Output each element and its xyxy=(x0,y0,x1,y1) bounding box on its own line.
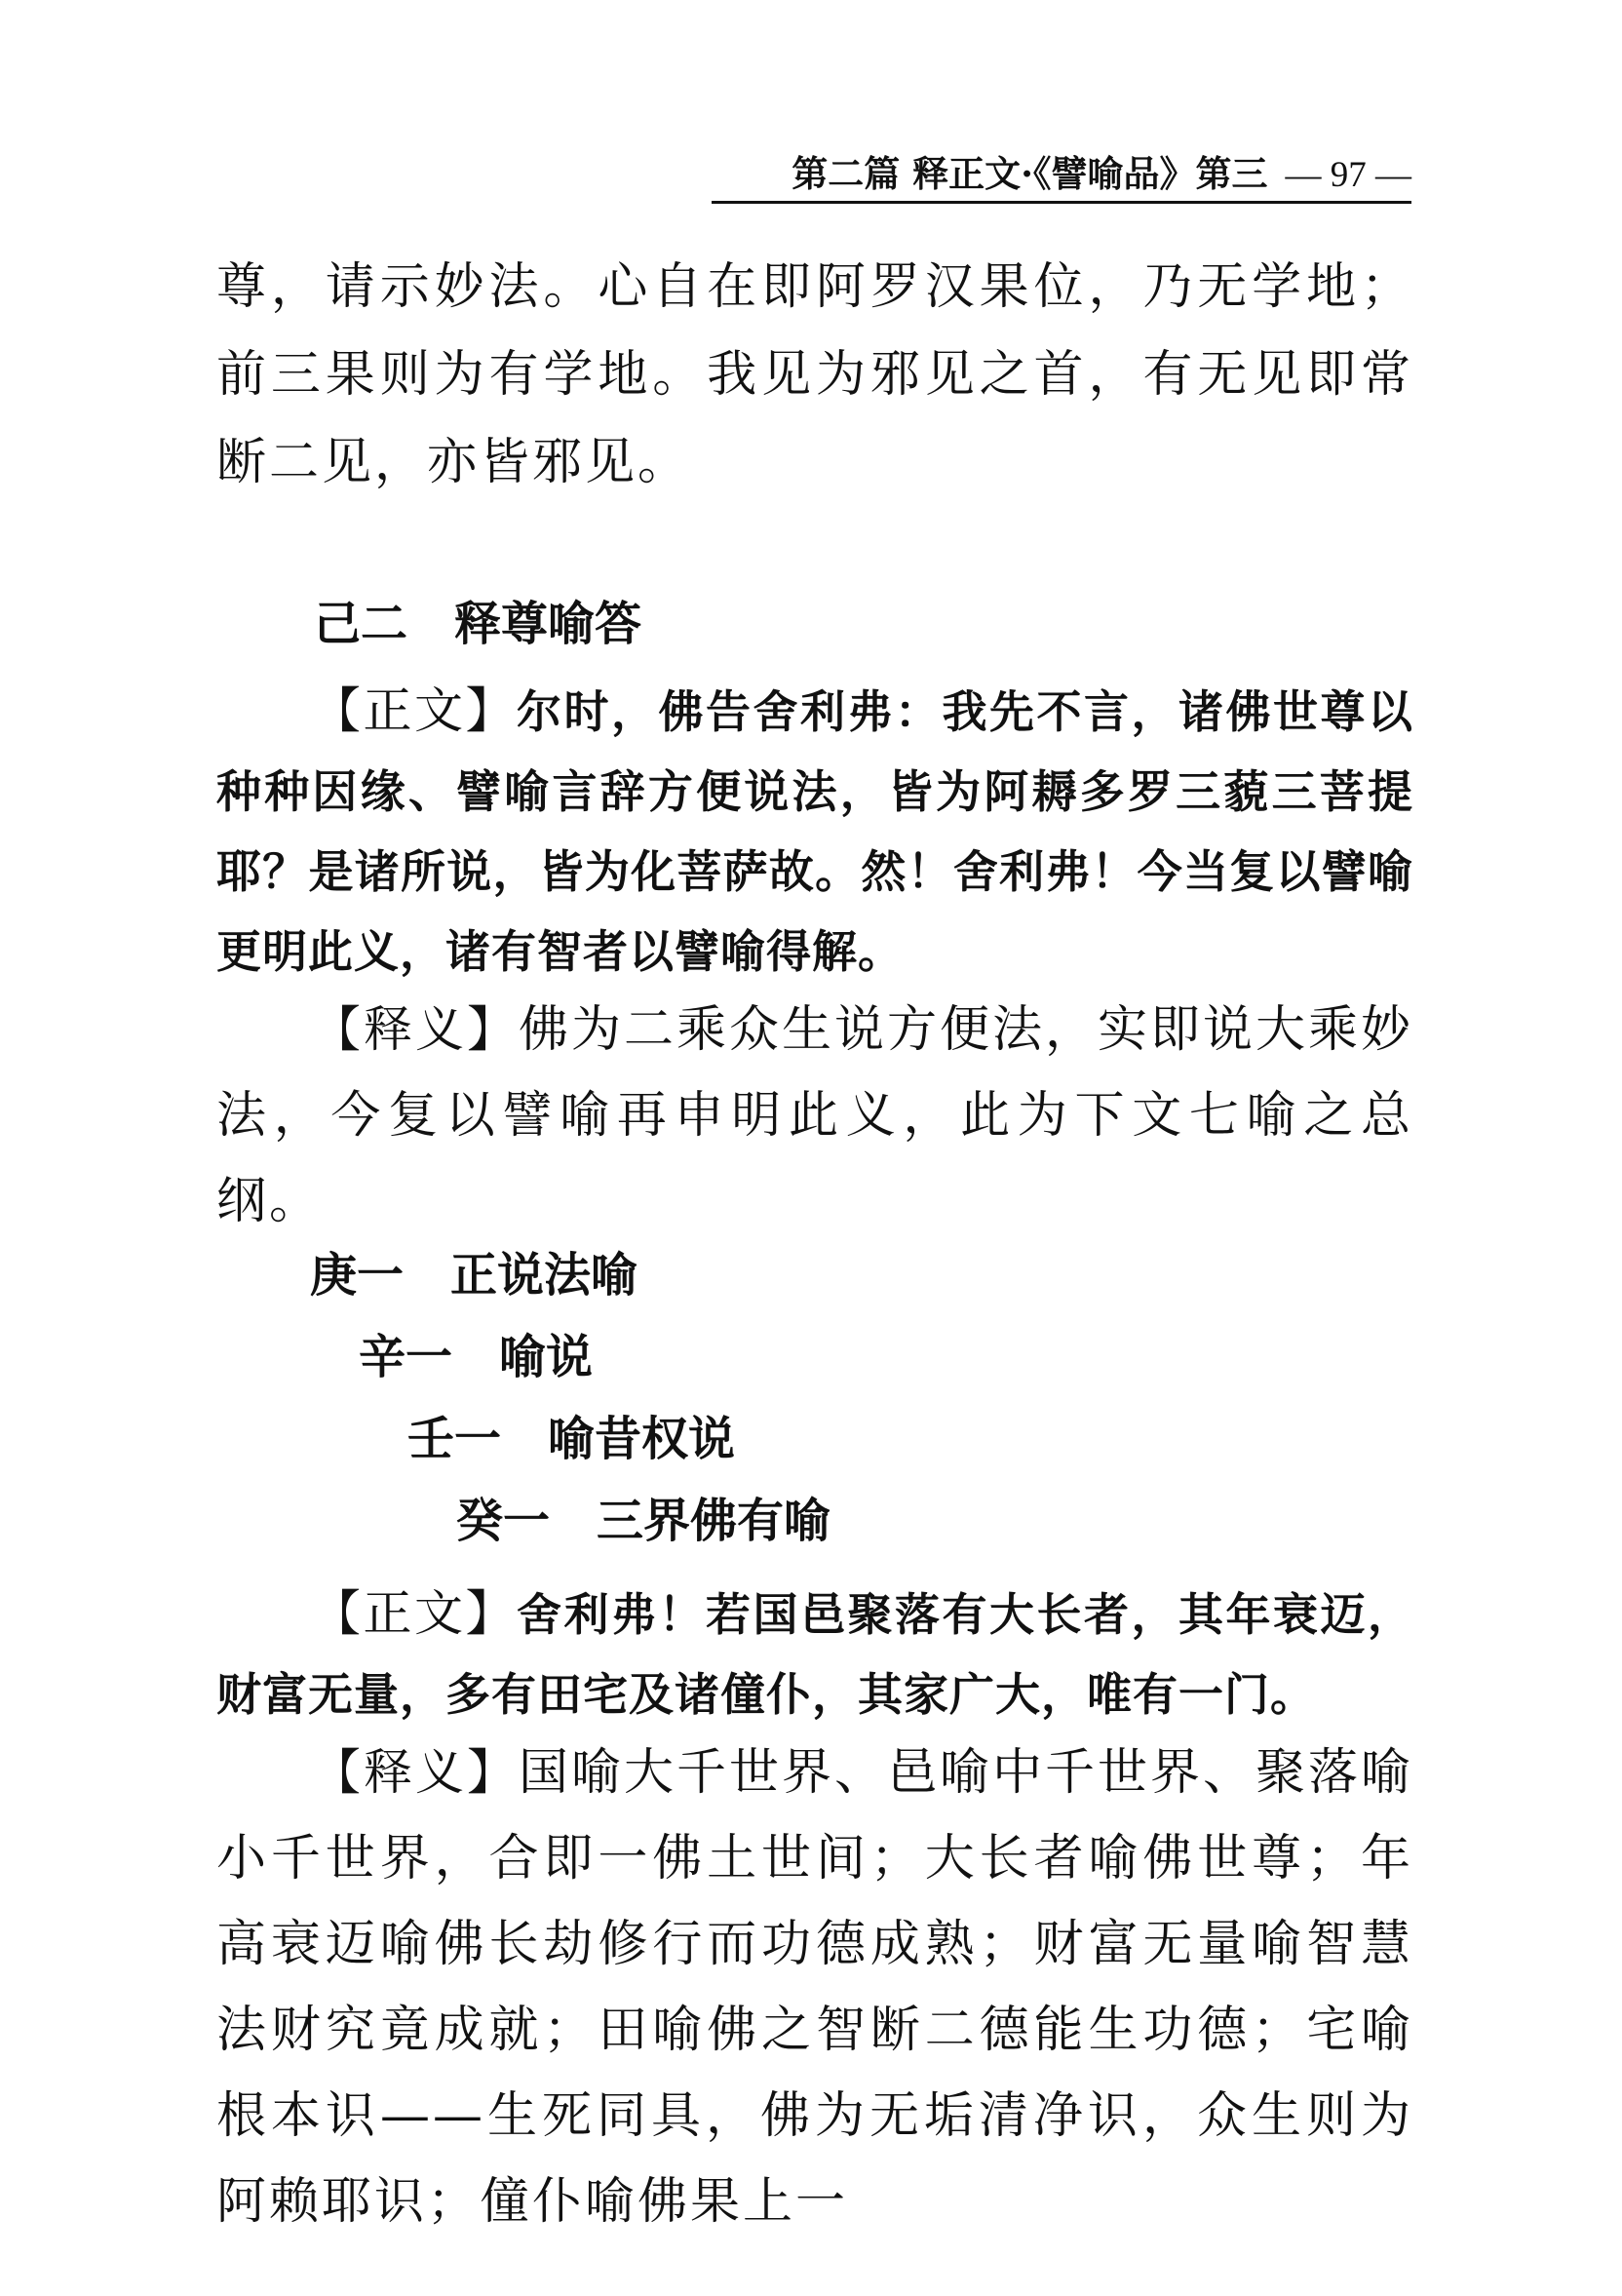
heading-number: 辛一 xyxy=(359,1330,453,1384)
heading-title: 喻说 xyxy=(499,1330,594,1384)
section-heading-ji2 xyxy=(314,595,641,653)
zhengwen-tag: 【正文】 xyxy=(312,1585,517,1642)
heading-title: 三界佛有喻 xyxy=(597,1494,831,1548)
outline-heading-ren1 xyxy=(407,1410,735,1468)
zhengwen-text: 舍利弗！若国邑聚落有大长者，其年衰迈，财富无量，多有田宅及诸僮仆，其家广大，唯有一门。 xyxy=(216,1588,1413,1721)
heading-title: 正说法喻 xyxy=(450,1248,638,1303)
shiyi-tag: 【释义】 xyxy=(312,1744,519,1801)
heading-number: 壬一 xyxy=(407,1412,502,1466)
zhengwen-text: 尔时，佛告舍利弗：我先不言，诸佛世尊以种种因缘、譬喻言辞方便说法，皆为阿耨多罗三藐三菩提耶？是诸所说，皆为化菩萨故。然！舍利弗！今当复以譬喻更明此义，诸有智者以譬喻得解。 xyxy=(216,685,1413,978)
outline-heading-gui1 xyxy=(456,1492,830,1550)
running-header xyxy=(712,146,1411,204)
shiyi-text: 国喻大千世界、邑喻中千世界、聚落喻小千世界，合即一佛土世间；大长者喻佛世尊；年高衰迈喻佛长劫修行而功德成熟；财富无量喻智慧法财究竟成就；田喻佛之智断二德能生功德；宅喻根本识——生死同具，佛为无垢清净识，众生则为阿赖耶识；僮仆喻佛果上一 xyxy=(216,1744,1414,2231)
outline-heading-geng1 xyxy=(310,1246,637,1304)
page-number: — 97 — xyxy=(1285,155,1411,195)
zhengwen-tag: 【正文】 xyxy=(312,682,517,739)
outline-heading-xin1 xyxy=(359,1328,593,1386)
shiyi-paragraph-2 xyxy=(216,1730,1413,2245)
heading-title: 释尊喻答 xyxy=(454,597,642,651)
heading-number: 庚一 xyxy=(310,1248,405,1303)
heading-number: 己二 xyxy=(314,597,408,651)
shiyi-tag: 【释义】 xyxy=(312,1001,519,1058)
heading-number: 癸一 xyxy=(456,1494,551,1548)
running-title: 第二篇 释正文·《譬喻品》第三 xyxy=(792,152,1268,195)
shiyi-paragraph-1 xyxy=(216,987,1413,1245)
paragraph-continued: 尊，请示妙法。心自在即阿罗汉果位，乃无学地；前三果则为有学地。我见为邪见之首，有无见即常断二见，亦皆邪见。 xyxy=(216,258,1413,491)
zhengwen-paragraph-1 xyxy=(216,671,1413,992)
zhengwen-paragraph-2 xyxy=(216,1574,1413,1734)
heading-title: 喻昔权说 xyxy=(548,1412,736,1466)
shiyi-text: 佛为二乘众生说方便法，实即说大乘妙法，今复以譬喻再申明此义，此为下文七喻之总纲。 xyxy=(216,1001,1414,1230)
